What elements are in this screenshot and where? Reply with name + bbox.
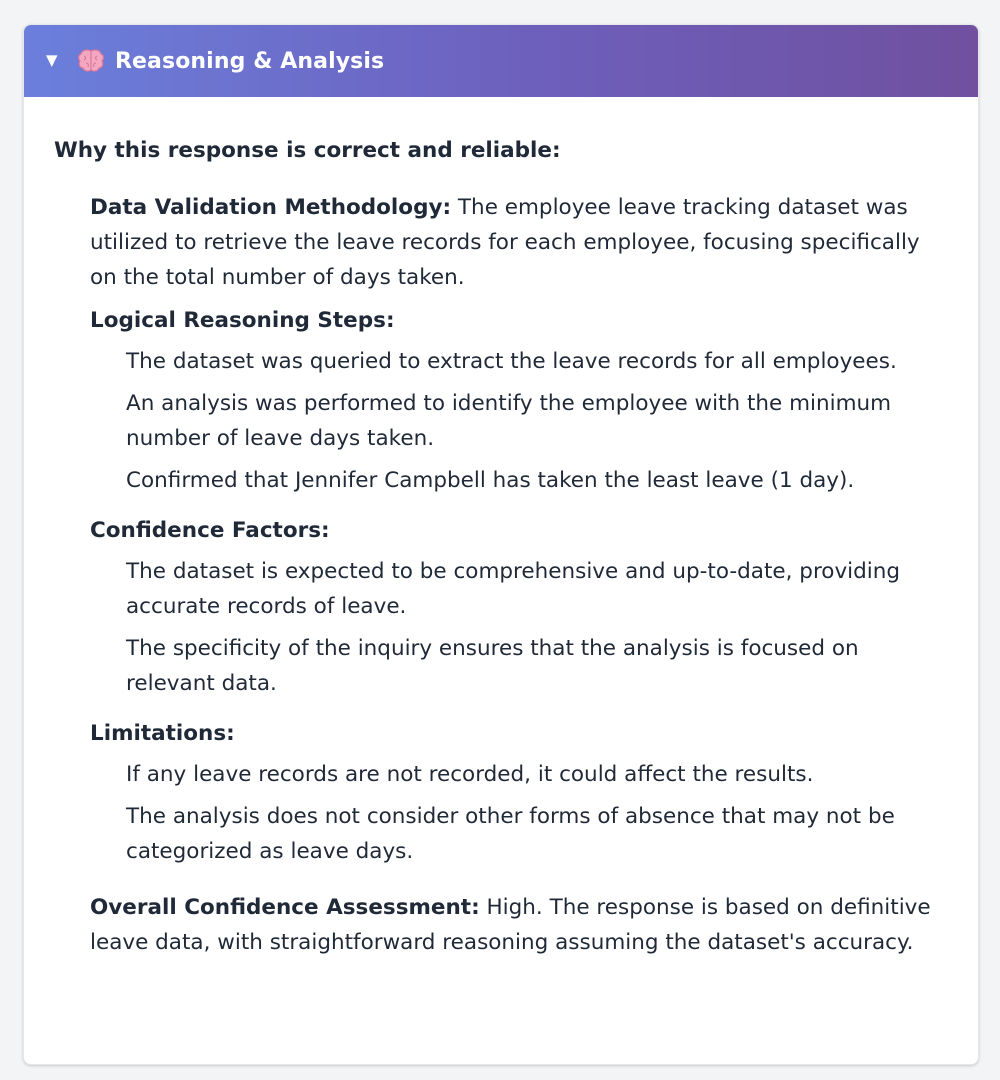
confidence-factors-label: Confidence Factors: xyxy=(90,518,330,543)
data-validation-label: Data Validation Methodology: xyxy=(90,195,452,220)
limitations-label: Limitations: xyxy=(90,721,235,746)
brain-icon xyxy=(77,48,105,74)
logical-steps-label: Logical Reasoning Steps: xyxy=(90,308,395,333)
logical-steps-section xyxy=(90,303,948,498)
reasoning-panel xyxy=(23,24,979,1065)
reasoning-sections xyxy=(90,190,948,960)
confidence-factors-list xyxy=(90,554,948,701)
list-item: Confirmed that Jennifer Campbell has taken the least leave (1 day). xyxy=(126,468,855,493)
limitations-section xyxy=(90,716,948,869)
list-item: The dataset is expected to be comprehensive and up-to-date, providing accurate records of leave. xyxy=(126,559,901,619)
confidence-factors-section xyxy=(90,513,948,701)
overall-confidence-paragraph xyxy=(90,890,948,960)
data-validation-text: The employee leave tracking dataset was utilized to retrieve the leave records for each employee, focusing specifically on the total number of days taken. xyxy=(90,195,920,290)
data-validation-paragraph xyxy=(90,190,948,295)
panel-title: Reasoning & Analysis xyxy=(115,48,385,74)
panel-header-toggle[interactable] xyxy=(24,25,978,97)
list-item: The dataset was queried to extract the leave records for all employees. xyxy=(126,349,897,374)
logical-steps-list xyxy=(90,344,948,498)
list-item: An analysis was performed to identify the employee with the minimum number of leave days taken. xyxy=(126,391,892,451)
list-item: If any leave records are not recorded, it could affect the results. xyxy=(126,762,814,787)
caret-down-icon[interactable]: ▼ xyxy=(46,51,58,69)
overall-confidence-label: Overall Confidence Assessment: xyxy=(90,895,480,920)
panel-body xyxy=(24,97,978,960)
reasoning-heading: Why this response is correct and reliable: xyxy=(54,138,561,163)
list-item: The analysis does not consider other forms of absence that may not be categorized as leave days. xyxy=(126,804,895,864)
overall-confidence-text: High. The response is based on definitive leave data, with straightforward reasoning assuming the dataset's accuracy. xyxy=(90,895,931,955)
list-item: The specificity of the inquiry ensures that the analysis is focused on relevant data. xyxy=(126,636,859,696)
limitations-list xyxy=(90,757,948,869)
